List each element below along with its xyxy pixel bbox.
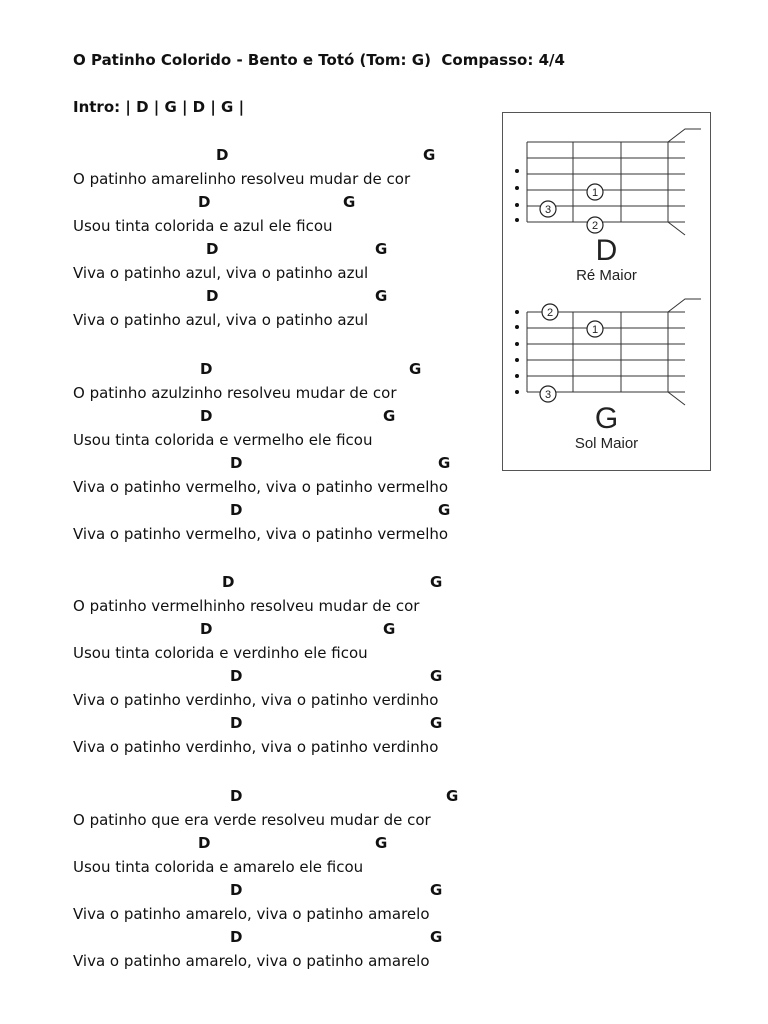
chord-g: G <box>430 667 443 685</box>
chord-d: D <box>230 667 243 685</box>
lyric-line: Viva o patinho amarelo, viva o patinho amarelo <box>73 952 430 970</box>
g-finger-2: 2 <box>546 307 554 319</box>
lyric-line: Viva o patinho azul, viva o patinho azul <box>73 264 369 282</box>
lyric-line: Usou tinta colorida e azul ele ficou <box>73 217 333 235</box>
chord-d: D <box>200 620 213 638</box>
chord-d: D <box>230 928 243 946</box>
chord-g: G <box>409 360 422 378</box>
chord-d: D <box>230 714 243 732</box>
song-title: O Patinho Colorido - Bento e Totó (Tom: G) Compasso: 4/4 <box>73 51 565 69</box>
chord-d: D <box>230 501 243 519</box>
intro-label: Intro: <box>73 98 121 116</box>
chord-g: G <box>430 714 443 732</box>
lyric-line: Usou tinta colorida e verdinho ele ficou <box>73 644 368 662</box>
lyric-line: Usou tinta colorida e vermelho ele ficou <box>73 431 373 449</box>
chord-g: G <box>343 193 356 211</box>
g-chord-name: Sol Maior <box>574 435 639 452</box>
d-chord-letter: D <box>595 234 618 267</box>
lyric-line: O patinho amarelinho resolveu mudar de cor <box>73 170 411 188</box>
chord-g: G <box>446 787 459 805</box>
chord-g: G <box>383 620 396 638</box>
chord-d: D <box>198 834 211 852</box>
chord-d: D <box>216 146 229 164</box>
d-string-markers <box>515 169 519 222</box>
d-finger-2: 2 <box>591 220 599 232</box>
chord-d: D <box>200 360 213 378</box>
lyric-line: O patinho azulzinho resolveu mudar de cor <box>73 384 397 402</box>
chord-d: D <box>222 573 235 591</box>
chord-d: D <box>198 193 211 211</box>
chord-chart-box <box>502 112 711 471</box>
d-chord-name: Ré Maior <box>576 267 637 284</box>
lyric-line: Viva o patinho verdinho, viva o patinho verdinho <box>73 738 439 756</box>
g-finger-1: 1 <box>591 324 599 336</box>
lyric-line: Viva o patinho azul, viva o patinho azul <box>73 311 369 329</box>
lyric-line: O patinho vermelhinho resolveu mudar de cor <box>73 597 420 615</box>
chord-g: G <box>430 881 443 899</box>
d-chord-diagram <box>527 129 701 235</box>
intro-progression: | D | G | D | G | <box>120 98 245 116</box>
chord-d: D <box>200 407 213 425</box>
chord-g: G <box>375 287 388 305</box>
g-chord-letter: G <box>594 402 619 435</box>
chord-g: G <box>438 454 451 472</box>
lyric-line: Viva o patinho vermelho, viva o patinho vermelho <box>73 478 449 496</box>
chord-d: D <box>230 881 243 899</box>
chord-d: D <box>230 787 243 805</box>
lyric-line: Viva o patinho vermelho, viva o patinho vermelho <box>73 525 449 543</box>
chord-d: D <box>206 240 219 258</box>
chord-d: D <box>206 287 219 305</box>
lyric-line: Viva o patinho verdinho, viva o patinho verdinho <box>73 691 439 709</box>
lyric-line: Viva o patinho amarelo, viva o patinho amarelo <box>73 905 430 923</box>
song-lyrics <box>73 0 493 1000</box>
chord-g: G <box>438 501 451 519</box>
chord-d: D <box>230 454 243 472</box>
chord-g: G <box>383 407 396 425</box>
g-string-markers <box>515 310 519 394</box>
lyric-line: Usou tinta colorida e amarelo ele ficou <box>73 858 364 876</box>
d-finger-3: 3 <box>544 204 552 216</box>
chord-g: G <box>375 240 388 258</box>
g-finger-3: 3 <box>544 389 552 401</box>
lyric-line: O patinho que era verde resolveu mudar de cor <box>73 811 431 829</box>
chord-g: G <box>375 834 388 852</box>
chord-g: G <box>430 928 443 946</box>
chord-g: G <box>423 146 436 164</box>
d-finger-1: 1 <box>591 187 599 199</box>
chord-g: G <box>430 573 443 591</box>
